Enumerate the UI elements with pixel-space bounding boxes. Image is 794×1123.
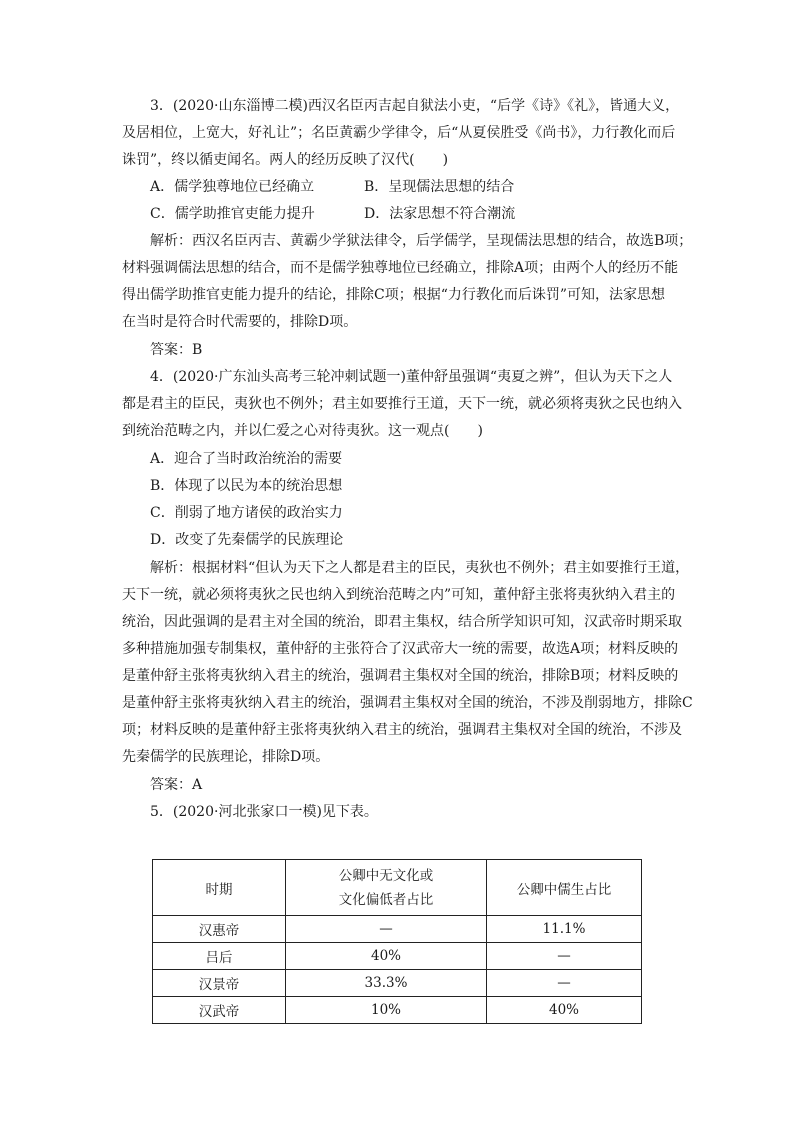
q3-stem-line-3: 诛罚”，终以循吏闻名。两人的经历反映了汉代( ) [122,152,449,168]
q4-option-b: B．体现了以民为本的统治思想 [150,478,343,494]
cell-low-culture: — [286,916,487,943]
cell-confucian: — [487,943,642,970]
q3-option-a: A．儒学独尊地位已经确立 [150,179,315,195]
q4-stem-line-3: 到统治范畴之内，并以仁爱之心对待夷狄。这一观点( ) [122,423,483,439]
cell-confucian: 40% [487,997,642,1024]
cell-confucian: — [487,970,642,997]
q3-analysis-line-2: 材料强调儒法思想的结合，而不是儒学独尊地位已经确立，排除A项；由两个人的经历不能 [122,260,679,276]
cell-low-culture: 33.3% [286,970,487,997]
cell-period: 汉景帝 [153,970,286,997]
table-row [153,943,642,970]
q4-option-a: A．迎合了当时政治统治的需要 [150,451,343,467]
table-row [153,916,642,943]
cell-period: 汉惠帝 [153,916,286,943]
q4-analysis-line-1: 解析：根据材料“但认为天下之人都是君主的臣民，夷狄也不例外；君主如要推行王道， [150,560,690,576]
q4-analysis-line-7: 项；材料反映的是董仲舒主张将夷狄纳入君主的统治，强调君主集权对全国的统治，不涉及 [122,722,682,738]
q4-analysis-line-2: 天下一统，就必须将夷狄之民也纳入到统治范畴之内”可知，董仲舒主张将夷狄纳入君主的 [122,587,676,603]
header-low-culture-line-1: 公卿中无文化或 [338,867,434,884]
q4-stem-line-2: 都是君主的臣民，夷狄也不例外；君主如要推行王道，天下一统，就必须将夷狄之民也纳入 [122,396,682,412]
q4-analysis-line-3: 统治，因此强调的是君主对全国的统治，即君主集权，结合所学知识可知，汉武帝时期采取 [122,614,682,630]
q5-data-table [152,859,642,1024]
cell-low-culture: 40% [286,943,487,970]
q3-option-b: B．呈现儒法思想的结合 [364,179,515,195]
header-period: 时期 [153,860,286,916]
table-row [153,997,642,1024]
q4-stem-line-1: 4．(2020·广东汕头高考三轮冲刺试题一)董仲舒虽强调“夷夏之辨”，但认为天下之人 [150,369,673,385]
cell-confucian: 11.1% [487,916,642,943]
q4-analysis-line-4: 多种措施加强专制集权，董仲舒的主张符合了汉武帝大一统的需要，故选A项；材料反映的 [122,641,679,657]
q3-option-d: D．法家思想不符合潮流 [364,206,516,222]
q3-stem-line-1: 3．(2020·山东淄博二模)西汉名臣丙吉起自狱法小吏，“后学《诗》《礼》，皆通大义， [150,98,680,114]
table-row [153,970,642,997]
q3-analysis-line-1: 解析：西汉名臣丙吉、黄霸少学狱法律令，后学儒学，呈现儒法思想的结合，故选B项； [150,233,693,249]
q4-answer: 答案：A [150,777,203,793]
cell-period: 汉武帝 [153,997,286,1024]
q3-analysis-line-4: 在当时是符合时代需要的，排除D项。 [122,314,358,330]
table-header-row [153,860,642,916]
q4-option-d: D．改变了先秦儒学的民族理论 [150,532,344,548]
cell-period: 吕后 [153,943,286,970]
q4-analysis-line-8: 先秦儒学的民族理论，排除D项。 [122,749,330,765]
q5-stem: 5．(2020·河北张家口一模)见下表。 [150,804,378,820]
q4-analysis-line-6: 是董仲舒主张将夷狄纳入君主的统治，强调君主集权对全国的统治，不涉及削弱地方，排除C [122,695,693,711]
header-low-culture-line-2: 文化偏低者占比 [338,891,434,908]
cell-low-culture: 10% [286,997,487,1024]
header-confucian-ratio: 公卿中儒生占比 [487,860,642,916]
q3-answer: 答案：B [150,342,203,358]
q3-option-c: C．儒学助推官吏能力提升 [150,206,315,222]
q3-stem-line-2: 及居相位，上宽大，好礼让”；名臣黄霸少学律令，后“从夏侯胜受《尚书》，力行教化而后 [122,125,676,141]
q4-option-c: C．削弱了地方诸侯的政治实力 [150,505,343,521]
q3-analysis-line-3: 得出儒学助推官吏能力提升的结论，排除C项；根据“力行教化而后诛罚”可知，法家思想 [122,287,666,303]
q4-analysis-line-5: 是董仲舒主张将夷狄纳入君主的统治，强调君主集权对全国的统治，排除B项；材料反映的 [122,668,679,684]
header-low-culture-ratio [286,860,487,916]
